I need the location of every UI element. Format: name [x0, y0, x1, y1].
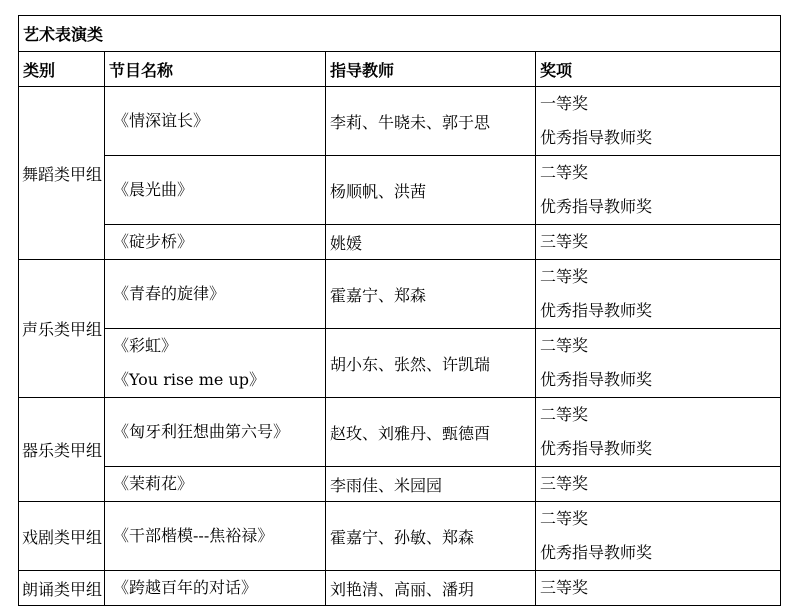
table-row: [19, 260, 781, 329]
award-cell: [536, 502, 781, 571]
teachers-cell: 姚媛: [326, 225, 536, 260]
category-cell: 器乐类甲组: [19, 398, 105, 502]
award-cell: [536, 571, 781, 606]
awards-table: [18, 15, 781, 606]
teachers-cell: 李雨佳、米园园: [326, 467, 536, 502]
program-name: 《跨越百年的对话》: [113, 578, 258, 597]
column-header-award: 奖项: [536, 52, 781, 87]
award-name: 优秀指导教师奖: [540, 197, 653, 216]
teachers-cell: 李莉、牛晓未、郭于思: [326, 87, 536, 156]
award-name: 二等奖: [540, 267, 589, 286]
award-name: 二等奖: [540, 163, 589, 182]
teachers-cell: 胡小东、张然、许凯瑞: [326, 329, 536, 398]
table-row: [19, 571, 781, 606]
award-name: 三等奖: [540, 474, 589, 493]
column-header-category: 类别: [19, 52, 105, 87]
award-cell: [536, 87, 781, 156]
category-cell: 声乐类甲组: [19, 260, 105, 398]
program-name: 《You rise me up》: [113, 370, 266, 389]
award-name: 一等奖: [540, 94, 589, 113]
program-cell: [105, 398, 326, 467]
teachers-cell: 霍嘉宁、孙敏、郑森: [326, 502, 536, 571]
program-name: 《匈牙利狂想曲第六号》: [113, 422, 290, 441]
category-cell: 舞蹈类甲组: [19, 87, 105, 260]
table-row: [19, 225, 781, 260]
table-row: [19, 87, 781, 156]
program-name: 《青春的旋律》: [113, 284, 226, 303]
award-cell: [536, 329, 781, 398]
award-cell: [536, 156, 781, 225]
award-cell: [536, 260, 781, 329]
table-row: [19, 329, 781, 398]
category-cell: 朗诵类甲组: [19, 571, 105, 606]
header-row: [19, 52, 781, 87]
award-name: 二等奖: [540, 509, 589, 528]
section-title: 艺术表演类: [19, 16, 781, 52]
award-name: 二等奖: [540, 336, 589, 355]
column-header-program: 节目名称: [105, 52, 326, 87]
column-header-teachers: 指导教师: [326, 52, 536, 87]
table-row: [19, 467, 781, 502]
table-row: [19, 156, 781, 225]
award-cell: [536, 398, 781, 467]
table-row: [19, 502, 781, 571]
category-cell: 戏剧类甲组: [19, 502, 105, 571]
award-name: 三等奖: [540, 232, 589, 251]
program-cell: [105, 225, 326, 260]
program-cell: [105, 156, 326, 225]
program-name: 《碇步桥》: [113, 232, 194, 251]
award-name: 优秀指导教师奖: [540, 301, 653, 320]
program-name: 《情深谊长》: [113, 111, 210, 130]
award-cell: [536, 467, 781, 502]
program-name: 《干部楷模---焦裕禄》: [113, 526, 274, 545]
program-cell: [105, 467, 326, 502]
teachers-cell: 赵玫、刘雅丹、甄德酉: [326, 398, 536, 467]
program-cell: [105, 571, 326, 606]
award-name: 优秀指导教师奖: [540, 370, 653, 389]
program-cell: [105, 260, 326, 329]
award-name: 三等奖: [540, 578, 589, 597]
award-name: 优秀指导教师奖: [540, 439, 653, 458]
award-cell: [536, 225, 781, 260]
section-row: [19, 16, 781, 52]
table-row: [19, 398, 781, 467]
program-cell: [105, 502, 326, 571]
program-name: 《彩虹》: [113, 336, 178, 355]
award-name: 二等奖: [540, 405, 589, 424]
program-cell: [105, 87, 326, 156]
award-name: 优秀指导教师奖: [540, 128, 653, 147]
teachers-cell: 杨顺帆、洪茜: [326, 156, 536, 225]
teachers-cell: 霍嘉宁、郑森: [326, 260, 536, 329]
award-name: 优秀指导教师奖: [540, 543, 653, 562]
awards-table-body: [19, 16, 781, 606]
program-name: 《茉莉花》: [113, 474, 194, 493]
program-cell: [105, 329, 326, 398]
program-name: 《晨光曲》: [113, 180, 194, 199]
teachers-cell: 刘艳清、高丽、潘玥: [326, 571, 536, 606]
